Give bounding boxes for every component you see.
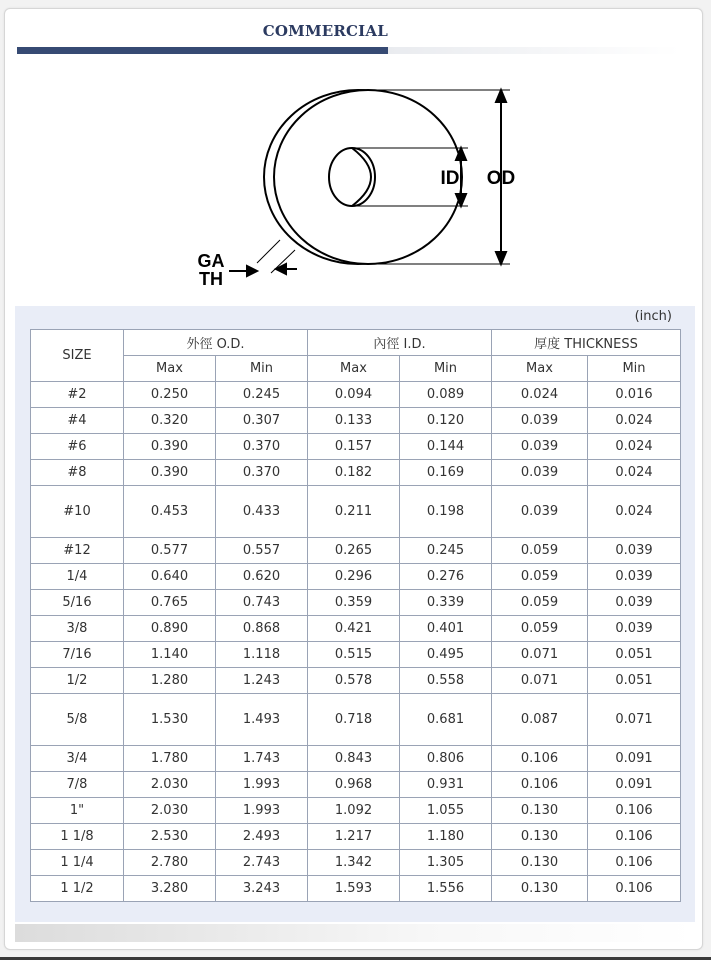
od-min-cell: 0.433: [216, 486, 308, 538]
od-max-cell: 2.030: [124, 772, 216, 798]
thickness-group-header: 厚度 THICKNESS: [492, 330, 681, 356]
thickness-min-cell: 0.106: [588, 798, 681, 824]
title-underline-fade: [388, 47, 680, 54]
thickness-max-cell: 0.071: [492, 642, 588, 668]
od-min-cell: 2.743: [216, 850, 308, 876]
footer-bar: [15, 924, 695, 942]
id-min-cell: 0.120: [400, 408, 492, 434]
id-max-cell: 0.296: [308, 564, 400, 590]
spec-table-panel: [15, 306, 695, 922]
id-max-cell: 1.342: [308, 850, 400, 876]
od-min-cell: 1.243: [216, 668, 308, 694]
thickness-max-cell: 0.071: [492, 668, 588, 694]
size-cell: #6: [31, 434, 124, 460]
table-row: [31, 824, 681, 850]
spec-table: [30, 329, 681, 902]
id-max-cell: 1.217: [308, 824, 400, 850]
size-cell: 1": [31, 798, 124, 824]
od-max-cell: 0.577: [124, 538, 216, 564]
size-cell: 1 1/2: [31, 876, 124, 902]
id-min-cell: 0.931: [400, 772, 492, 798]
id-min-cell: 0.401: [400, 616, 492, 642]
id-max-cell: 0.718: [308, 694, 400, 746]
id-max-cell: 0.968: [308, 772, 400, 798]
table-row: [31, 798, 681, 824]
od-max-cell: 0.320: [124, 408, 216, 434]
spec-table-body: [31, 382, 681, 902]
id-min-header: Min: [400, 356, 492, 382]
washer-diagram: [180, 80, 540, 295]
thickness-min-cell: 0.039: [588, 538, 681, 564]
thickness-min-cell: 0.106: [588, 850, 681, 876]
size-cell: 3/8: [31, 616, 124, 642]
unit-label: (inch): [634, 309, 672, 324]
od-min-cell: 0.557: [216, 538, 308, 564]
id-max-cell: 0.843: [308, 746, 400, 772]
id-max-cell: 0.133: [308, 408, 400, 434]
table-row: [31, 460, 681, 486]
size-cell: 5/16: [31, 590, 124, 616]
page-title: COMMERCIAL: [262, 22, 388, 40]
id-min-cell: 0.245: [400, 538, 492, 564]
washer-hole: [329, 148, 375, 206]
od-min-cell: 1.118: [216, 642, 308, 668]
thickness-min-cell: 0.024: [588, 434, 681, 460]
table-row: [31, 746, 681, 772]
table-row: [31, 590, 681, 616]
id-max-cell: 1.092: [308, 798, 400, 824]
od-max-header: Max: [124, 356, 216, 382]
id-min-cell: 0.144: [400, 434, 492, 460]
ga-label: GA: [197, 251, 225, 271]
od-min-cell: 0.743: [216, 590, 308, 616]
thickness-max-cell: 0.039: [492, 408, 588, 434]
th-label: TH: [199, 269, 223, 289]
table-row: [31, 382, 681, 408]
od-max-cell: 3.280: [124, 876, 216, 902]
id-max-cell: 0.211: [308, 486, 400, 538]
od-max-cell: 2.030: [124, 798, 216, 824]
od-min-cell: 0.370: [216, 460, 308, 486]
thickness-min-cell: 0.106: [588, 824, 681, 850]
od-min-cell: 1.993: [216, 798, 308, 824]
id-min-cell: 0.198: [400, 486, 492, 538]
table-row: [31, 642, 681, 668]
table-row: [31, 850, 681, 876]
thickness-max-cell: 0.059: [492, 538, 588, 564]
table-row: [31, 616, 681, 642]
od-min-cell: 3.243: [216, 876, 308, 902]
size-cell: #12: [31, 538, 124, 564]
size-cell: #2: [31, 382, 124, 408]
size-cell: 1 1/4: [31, 850, 124, 876]
od-group-header: 外徑 O.D.: [124, 330, 308, 356]
od-max-cell: 2.530: [124, 824, 216, 850]
table-row: [31, 564, 681, 590]
thickness-min-cell: 0.039: [588, 616, 681, 642]
thickness-min-cell: 0.051: [588, 642, 681, 668]
id-min-cell: 0.276: [400, 564, 492, 590]
thickness-max-cell: 0.106: [492, 772, 588, 798]
od-min-cell: 0.370: [216, 434, 308, 460]
thickness-max-cell: 0.039: [492, 486, 588, 538]
id-min-cell: 1.305: [400, 850, 492, 876]
thickness-min-cell: 0.091: [588, 746, 681, 772]
thickness-max-cell: 0.130: [492, 824, 588, 850]
id-min-cell: 1.180: [400, 824, 492, 850]
id-min-cell: 0.495: [400, 642, 492, 668]
thickness-max-cell: 0.059: [492, 590, 588, 616]
id-min-cell: 0.089: [400, 382, 492, 408]
size-cell: 1/2: [31, 668, 124, 694]
table-row: [31, 694, 681, 746]
od-min-cell: 2.493: [216, 824, 308, 850]
size-cell: #10: [31, 486, 124, 538]
id-min-cell: 0.558: [400, 668, 492, 694]
od-max-cell: 1.780: [124, 746, 216, 772]
size-cell: 3/4: [31, 746, 124, 772]
size-cell: 1/4: [31, 564, 124, 590]
id-max-header: Max: [308, 356, 400, 382]
od-max-cell: 0.640: [124, 564, 216, 590]
od-max-cell: 0.765: [124, 590, 216, 616]
thickness-min-cell: 0.024: [588, 408, 681, 434]
size-cell: #4: [31, 408, 124, 434]
id-min-cell: 1.055: [400, 798, 492, 824]
thickness-min-cell: 0.091: [588, 772, 681, 798]
od-max-cell: 0.250: [124, 382, 216, 408]
table-row: [31, 876, 681, 902]
thickness-min-header: Min: [588, 356, 681, 382]
thickness-max-cell: 0.059: [492, 616, 588, 642]
id-max-cell: 0.094: [308, 382, 400, 408]
size-cell: 1 1/8: [31, 824, 124, 850]
od-max-cell: 1.140: [124, 642, 216, 668]
od-min-cell: 0.868: [216, 616, 308, 642]
table-row: [31, 538, 681, 564]
thickness-max-cell: 0.087: [492, 694, 588, 746]
size-cell: #8: [31, 460, 124, 486]
id-max-cell: 0.515: [308, 642, 400, 668]
thickness-min-cell: 0.039: [588, 564, 681, 590]
od-min-cell: 0.620: [216, 564, 308, 590]
thickness-min-cell: 0.071: [588, 694, 681, 746]
od-max-cell: 0.390: [124, 460, 216, 486]
thickness-min-cell: 0.024: [588, 486, 681, 538]
od-min-cell: 1.993: [216, 772, 308, 798]
id-max-cell: 0.265: [308, 538, 400, 564]
id-max-cell: 0.359: [308, 590, 400, 616]
thickness-max-cell: 0.039: [492, 434, 588, 460]
id-label: ID: [440, 168, 460, 189]
od-min-cell: 1.743: [216, 746, 308, 772]
id-min-cell: 1.556: [400, 876, 492, 902]
thickness-max-cell: 0.106: [492, 746, 588, 772]
od-min-cell: 0.245: [216, 382, 308, 408]
size-cell: 5/8: [31, 694, 124, 746]
id-max-cell: 0.182: [308, 460, 400, 486]
thickness-min-cell: 0.016: [588, 382, 681, 408]
id-max-cell: 0.157: [308, 434, 400, 460]
size-cell: 7/16: [31, 642, 124, 668]
id-max-cell: 1.593: [308, 876, 400, 902]
id-max-cell: 0.421: [308, 616, 400, 642]
thickness-max-cell: 0.130: [492, 876, 588, 902]
table-row: [31, 408, 681, 434]
table-row: [31, 772, 681, 798]
id-min-cell: 0.169: [400, 460, 492, 486]
table-row: [31, 434, 681, 460]
thickness-min-cell: 0.051: [588, 668, 681, 694]
od-max-cell: 0.453: [124, 486, 216, 538]
thickness-max-cell: 0.039: [492, 460, 588, 486]
id-max-cell: 0.578: [308, 668, 400, 694]
table-row: [31, 486, 681, 538]
id-min-cell: 0.681: [400, 694, 492, 746]
od-max-cell: 2.780: [124, 850, 216, 876]
thickness-max-cell: 0.024: [492, 382, 588, 408]
thickness-min-cell: 0.106: [588, 876, 681, 902]
title-underline: [17, 47, 388, 54]
od-min-cell: 0.307: [216, 408, 308, 434]
id-min-cell: 0.339: [400, 590, 492, 616]
thickness-min-cell: 0.039: [588, 590, 681, 616]
od-min-cell: 1.493: [216, 694, 308, 746]
od-label: OD: [486, 168, 516, 189]
thickness-max-cell: 0.130: [492, 850, 588, 876]
od-max-cell: 1.530: [124, 694, 216, 746]
od-max-cell: 0.390: [124, 434, 216, 460]
size-header: SIZE: [31, 330, 124, 382]
od-max-cell: 1.280: [124, 668, 216, 694]
size-cell: 7/8: [31, 772, 124, 798]
thickness-min-cell: 0.024: [588, 460, 681, 486]
thickness-max-header: Max: [492, 356, 588, 382]
table-row: [31, 668, 681, 694]
thickness-max-cell: 0.130: [492, 798, 588, 824]
thickness-max-cell: 0.059: [492, 564, 588, 590]
id-group-header: 內徑 I.D.: [308, 330, 492, 356]
od-min-header: Min: [216, 356, 308, 382]
od-max-cell: 0.890: [124, 616, 216, 642]
id-min-cell: 0.806: [400, 746, 492, 772]
